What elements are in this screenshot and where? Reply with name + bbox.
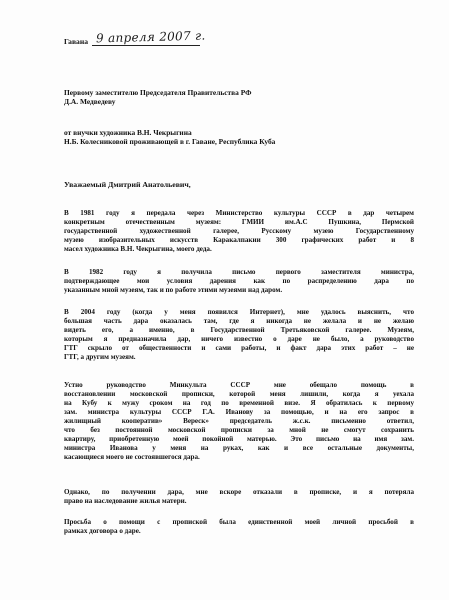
paragraph-2 <box>64 268 414 295</box>
text-line: конкретным отечественным музеям: ГМИИ им.А.С Пушкина, Пермской <box>64 217 414 226</box>
paragraph-1 <box>64 209 414 254</box>
paragraph-4 <box>64 381 414 462</box>
text-line: квартиру, приобретенную моей покойной матерью. Это письмо на имя зам. <box>64 434 414 443</box>
text-line: подтверждающее мои условия дарения как по распределению дара по <box>64 276 414 285</box>
text-line: право на наследование жилья матери. <box>64 496 187 505</box>
text-line: большая часть дара оказалась там, где я никогда не желала и не желаю <box>64 316 414 325</box>
sender-block <box>64 128 414 146</box>
text-line: которым я предназначила дар, ничего известно о даре не было, а руководство <box>64 334 414 343</box>
text-line: зам. министра культуры СССР Г.А. Иванову за помощью, и на его запрос в <box>64 407 414 416</box>
addressee-line: Первому заместителю Председателя Правительства РФ <box>64 88 252 97</box>
text-line: министра Иванова у меня на руках, как и все остальные документы, <box>64 443 414 452</box>
place-date-line <box>64 28 214 48</box>
text-line: ГТГ скрыло от общественности и сами работы, и факт дара этих работ – не <box>64 343 414 352</box>
text-line: государственной художественной галерее, Русскому музею Государственному <box>64 226 414 235</box>
text-line: Однако, по получении дара, мне вскоре отказали в прописке, и я потеряла <box>64 488 414 496</box>
text-line: Устно руководство Минкульта СССР мне обещало помощь в <box>64 381 414 389</box>
text-line: видеть его, а именно, в Государственной Третьяковской галерее. Музеям, <box>64 325 414 334</box>
text-line: что без постоянной московской прописки за мной не смогут сохранить <box>64 425 414 434</box>
text-line: ГТГ, а другим музеям. <box>64 352 136 361</box>
text-line: В 1982 году я получила письмо первого заместителя министра, <box>64 268 414 276</box>
text-line: масел художника В.Н. Чекрыгина, моего деда. <box>64 244 212 253</box>
sender-line: от внучки художника В.Н. Чекрыгина <box>64 128 192 137</box>
text-line: на Кубу к мужу сроком на год по временной визе. Я обратилась к первому <box>64 398 414 407</box>
addressee-block <box>64 88 414 106</box>
city-label: Гавана <box>64 37 89 46</box>
handwritten-date: 9 апреля 2007 г. <box>95 28 206 46</box>
paragraph-5 <box>64 488 414 506</box>
text-line: В 1981 году я передала через Министерство культуры СССР в дар четырем <box>64 209 414 217</box>
text-line: восстановлении московской прописки, которой меня лишили, когда я уехала <box>64 389 414 398</box>
text-line: указанным мной музеям, так и по работе этими музеями над даром. <box>64 285 283 294</box>
date-underline <box>92 45 200 46</box>
text-line: жилищный кооператив» Вереск» председатель ж.с.к. письменно ответил, <box>64 416 414 425</box>
text-line: рамках договора о даре. <box>64 526 141 535</box>
paragraph-3 <box>64 308 414 362</box>
sender-line: Н.Б. Колесниковой проживающей в г. Гаване, Республика Куба <box>64 137 276 147</box>
salutation: Уважаемый Дмитрий Анатольевич, <box>64 180 191 189</box>
paragraph-6 <box>64 518 414 536</box>
text-line: касающиеся моего не состоявшегося дара. <box>64 452 200 461</box>
text-line: музею изобразительных искусств Каракалпакии 300 графических работ и 8 <box>64 235 414 244</box>
text-line: В 2004 году (когда у меня появился Интернет), мне удалось выяснить, что <box>64 308 414 316</box>
text-line: Просьба о помощи с пропиской была единственной моей личной просьбой в <box>64 518 414 526</box>
addressee-line: Д.А. Медведеву <box>64 97 116 107</box>
